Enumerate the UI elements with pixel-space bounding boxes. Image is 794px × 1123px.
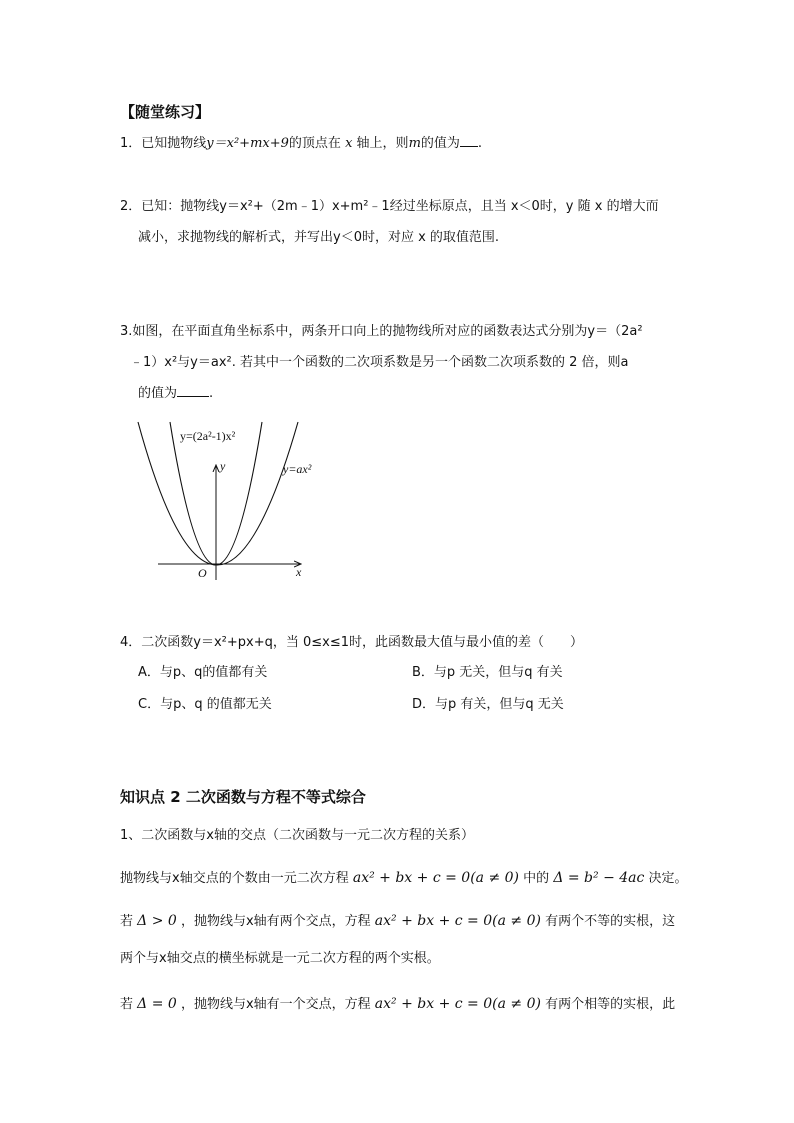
q3-line3-text: 的值为	[138, 386, 178, 401]
q3-line3-end: .	[209, 386, 214, 401]
question-2-line-1: 2．已知：抛物线y＝x²+（2m﹣1）x+m²﹣1经过坐标原点，且当 x＜0时，y 随 x 的增大而	[120, 199, 659, 214]
discriminant-formula: Δ = b² − 4ac	[553, 870, 645, 886]
question-3-line-1: 3.如图，在平面直角坐标系中，两条开口向上的抛物线所对应的函数表达式分别为y＝（2a²	[120, 324, 643, 339]
question-3-line-3	[138, 384, 213, 404]
quadratic-equation-2: ax² + bx + c = 0(a ≠ 0)	[374, 913, 541, 929]
q1-text-b: 的顶点在	[288, 136, 341, 151]
quadratic-equation: ax² + bx + c = 0(a ≠ 0)	[352, 870, 520, 886]
question-2-line-2: 减小，求抛物线的解析式，并写出y＜0时，对应 x 的取值范围.	[138, 230, 500, 245]
q1-text-d: 的值为	[420, 136, 460, 151]
label-y-axis: y	[220, 459, 226, 473]
q1-x: x	[345, 136, 353, 151]
condition-delta-gt-zero: Δ > 0	[137, 913, 177, 929]
section-paragraph-2	[120, 909, 675, 934]
parabola-graph	[128, 418, 318, 588]
label-x-axis: x	[296, 565, 302, 579]
q1-text-c: 轴上，则	[356, 136, 409, 151]
q1-number: 1．	[120, 136, 142, 151]
condition-delta-eq-zero: Δ = 0	[137, 996, 177, 1012]
label-origin: O	[198, 566, 207, 580]
p1-text-b: 中的	[523, 871, 550, 886]
section-paragraph-1	[120, 866, 688, 891]
label-parabola-narrow: y=(2a²-1)x²	[180, 429, 236, 443]
p2-text-b: ，抛物线与x轴有两个交点，方程	[180, 914, 371, 929]
question-3-line-2: ﹣1）x²与y＝ax². 若其中一个函数的二次项系数是另一个函数二次项系数的 2 倍，则a	[130, 355, 629, 370]
label-parabola-wide: y=ax²	[283, 462, 312, 476]
q1-text-a: 已知抛物线	[141, 136, 207, 151]
p4-text-b: ，抛物线与x轴有一个交点，方程	[180, 997, 371, 1012]
p1-text-c: 决定。	[648, 871, 688, 886]
quadratic-equation-3: ax² + bx + c = 0(a ≠ 0)	[374, 996, 541, 1012]
p4-text-c: 有两个相等的实根，此	[545, 997, 676, 1012]
section-paragraph-4	[120, 992, 675, 1017]
q1-answer-blank[interactable]	[460, 134, 478, 147]
section-title: 知识点 2 二次函数与方程不等式综合	[120, 788, 366, 806]
q3-answer-blank[interactable]	[177, 384, 209, 397]
q4-option-b[interactable]: B．与p 无关，但与q 有关	[412, 665, 563, 680]
practice-heading: 【随堂练习】	[120, 103, 211, 121]
p2-text-a: 若	[120, 914, 134, 929]
section-subtitle: 1、二次函数与x轴的交点（二次函数与一元二次方程的关系）	[120, 828, 474, 843]
p1-text-a: 抛物线与x轴交点的个数由一元二次方程	[120, 871, 349, 886]
question-4-stem: 4．二次函数y＝x²+px+q，当 0≤x≤1时，此函数最大值与最小值的差（ ）	[120, 635, 584, 650]
parabola-wide	[138, 422, 298, 565]
q4-option-d[interactable]: D．与p 有关，但与q 无关	[412, 697, 564, 712]
p2-text-c: 有两个不等的实根，这	[545, 914, 676, 929]
p4-text-a: 若	[120, 997, 134, 1012]
q1-equation: y＝x²+mx+9	[206, 136, 289, 151]
q4-option-a[interactable]: A．与p、q的值都有关	[138, 665, 268, 680]
q1-m: m	[408, 136, 421, 151]
q1-end: .	[477, 136, 483, 151]
q4-option-c[interactable]: C．与p、q 的值都无关	[138, 697, 272, 712]
question-1	[120, 134, 482, 154]
section-paragraph-3: 两个与x轴交点的横坐标就是一元二次方程的两个实根。	[120, 951, 440, 966]
